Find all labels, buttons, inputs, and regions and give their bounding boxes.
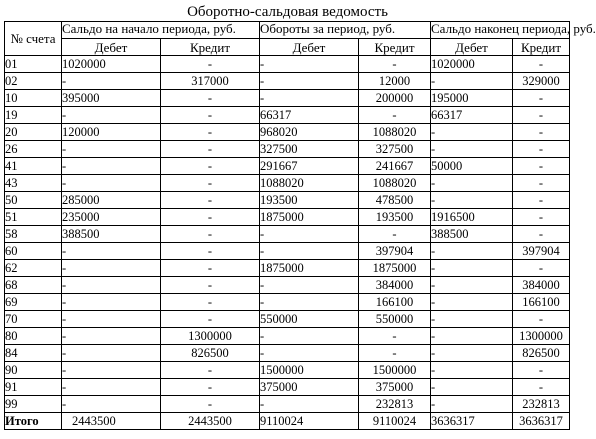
turnover-credit-cell: - [359, 328, 431, 345]
turnover-debit-cell: 1088020 [260, 175, 359, 192]
header-opening-credit: Кредит [161, 39, 260, 56]
turnover-credit-cell: 241667 [359, 158, 431, 175]
closing-debit-cell: - [431, 328, 513, 345]
opening-debit-cell: - [62, 243, 161, 260]
closing-debit-cell: - [431, 141, 513, 158]
total-label: Итого [5, 413, 62, 430]
closing-credit-cell: - [513, 107, 570, 124]
closing-debit-cell: - [431, 311, 513, 328]
closing-credit-cell: 166100 [513, 294, 570, 311]
closing-credit-cell: - [513, 209, 570, 226]
table-row [5, 311, 570, 328]
table-row [5, 226, 570, 243]
closing-debit-cell: 195000 [431, 90, 513, 107]
turnover-credit-cell: 1500000 [359, 362, 431, 379]
table-row [5, 158, 570, 175]
closing-debit-cell: - [431, 396, 513, 413]
header-row-groups [5, 22, 570, 39]
total-turnover-credit-cell: 9110024 [359, 413, 431, 430]
total-closing-debit-cell: 3636317 [431, 413, 513, 430]
turnover-debit-cell: - [260, 73, 359, 90]
opening-debit-cell: 120000 [62, 124, 161, 141]
closing-credit-cell: - [513, 124, 570, 141]
closing-credit-cell: - [513, 90, 570, 107]
opening-credit-cell: 826500 [161, 345, 260, 362]
closing-credit-cell: - [513, 175, 570, 192]
turnover-debit-cell: 1875000 [260, 209, 359, 226]
turnover-credit-cell: 166100 [359, 294, 431, 311]
account-cell: 01 [5, 56, 62, 73]
opening-credit-cell: - [161, 260, 260, 277]
turnover-credit-cell: 193500 [359, 209, 431, 226]
turnover-debit-cell: 1500000 [260, 362, 359, 379]
opening-debit-cell: - [62, 107, 161, 124]
table-row [5, 141, 570, 158]
opening-credit-cell: - [161, 209, 260, 226]
header-closing-debit: Дебет [431, 39, 513, 56]
header-row-subcolumns [5, 39, 570, 56]
opening-debit-cell: - [62, 396, 161, 413]
closing-debit-cell: 66317 [431, 107, 513, 124]
opening-debit-cell: - [62, 345, 161, 362]
turnover-credit-cell: - [359, 226, 431, 243]
opening-credit-cell: - [161, 141, 260, 158]
closing-credit-cell: - [513, 379, 570, 396]
closing-credit-cell: 397904 [513, 243, 570, 260]
header-opening-debit: Дебет [62, 39, 161, 56]
closing-credit-cell: - [513, 226, 570, 243]
turnover-debit-cell: - [260, 328, 359, 345]
closing-credit-cell: - [513, 158, 570, 175]
account-cell: 26 [5, 141, 62, 158]
turnover-debit-cell: - [260, 243, 359, 260]
opening-credit-cell: - [161, 107, 260, 124]
table-row [5, 396, 570, 413]
closing-debit-cell: - [431, 175, 513, 192]
opening-debit-cell: - [62, 141, 161, 158]
opening-debit-cell: 235000 [62, 209, 161, 226]
table-row [5, 379, 570, 396]
closing-debit-cell: 1020000 [431, 56, 513, 73]
closing-debit-cell: - [431, 260, 513, 277]
opening-credit-cell: - [161, 158, 260, 175]
turnover-debit-cell: - [260, 277, 359, 294]
table-row [5, 243, 570, 260]
turnover-debit-cell: 193500 [260, 192, 359, 209]
account-cell: 10 [5, 90, 62, 107]
header-turnover-credit: Кредит [359, 39, 431, 56]
opening-debit-cell: - [62, 362, 161, 379]
closing-credit-cell: 232813 [513, 396, 570, 413]
opening-debit-cell: - [62, 311, 161, 328]
total-closing-credit-cell: 3636317 [513, 413, 570, 430]
table-row [5, 260, 570, 277]
table-row [5, 209, 570, 226]
closing-credit-cell: 1300000 [513, 328, 570, 345]
turnover-credit-cell: 200000 [359, 90, 431, 107]
opening-credit-cell: - [161, 362, 260, 379]
turnover-credit-cell: 478500 [359, 192, 431, 209]
opening-debit-cell: 1020000 [62, 56, 161, 73]
opening-debit-cell: - [62, 277, 161, 294]
table-row [5, 175, 570, 192]
closing-credit-cell: 329000 [513, 73, 570, 90]
opening-debit-cell: - [62, 158, 161, 175]
account-cell: 20 [5, 124, 62, 141]
table-row [5, 73, 570, 90]
opening-debit-cell: - [62, 260, 161, 277]
header-account-number: № счета [5, 22, 62, 56]
closing-debit-cell: - [431, 345, 513, 362]
turnover-credit-cell: 375000 [359, 379, 431, 396]
account-cell: 60 [5, 243, 62, 260]
closing-debit-cell: - [431, 192, 513, 209]
table-row [5, 192, 570, 209]
closing-credit-cell: 826500 [513, 345, 570, 362]
turnover-credit-cell: 384000 [359, 277, 431, 294]
opening-credit-cell: - [161, 396, 260, 413]
turnover-credit-cell: 1088020 [359, 175, 431, 192]
opening-credit-cell: - [161, 294, 260, 311]
opening-credit-cell: - [161, 311, 260, 328]
turnover-credit-cell: 397904 [359, 243, 431, 260]
opening-debit-cell: 395000 [62, 90, 161, 107]
turnover-balance-table [4, 21, 596, 430]
opening-credit-cell: - [161, 56, 260, 73]
closing-credit-cell: - [513, 56, 570, 73]
account-cell: 69 [5, 294, 62, 311]
turnover-credit-cell: 12000 [359, 73, 431, 90]
turnover-debit-cell: - [260, 56, 359, 73]
closing-debit-cell: - [431, 362, 513, 379]
turnover-credit-cell: 327500 [359, 141, 431, 158]
document-title: Оборотно-сальдовая ведомость [187, 4, 388, 20]
closing-debit-cell: - [431, 124, 513, 141]
opening-credit-cell: - [161, 379, 260, 396]
closing-debit-cell: - [431, 379, 513, 396]
opening-credit-cell: 1300000 [161, 328, 260, 345]
table-row [5, 107, 570, 124]
table-row [5, 328, 570, 345]
turnover-debit-cell: - [260, 226, 359, 243]
turnover-credit-cell: 1875000 [359, 260, 431, 277]
account-cell: 99 [5, 396, 62, 413]
header-turnover-debit: Дебет [260, 39, 359, 56]
turnover-debit-cell: 550000 [260, 311, 359, 328]
turnover-debit-cell: - [260, 396, 359, 413]
closing-debit-cell: - [431, 294, 513, 311]
closing-credit-cell: - [513, 362, 570, 379]
turnover-debit-cell: 968020 [260, 124, 359, 141]
total-opening-credit-cell: 2443500 [161, 413, 260, 430]
turnover-debit-cell: - [260, 345, 359, 362]
account-cell: 50 [5, 192, 62, 209]
closing-credit-cell: - [513, 311, 570, 328]
turnover-debit-cell: 327500 [260, 141, 359, 158]
turnover-credit-cell: - [359, 345, 431, 362]
table-body [5, 56, 570, 430]
opening-debit-cell: 285000 [62, 192, 161, 209]
opening-credit-cell: - [161, 243, 260, 260]
closing-debit-cell: - [431, 277, 513, 294]
closing-credit-cell: - [513, 192, 570, 209]
header-opening-balance: Сальдо на начало периода, руб. [62, 22, 260, 39]
opening-debit-cell: - [62, 73, 161, 90]
closing-credit-cell: - [513, 260, 570, 277]
account-cell: 90 [5, 362, 62, 379]
turnover-debit-cell: - [260, 294, 359, 311]
opening-credit-cell: 317000 [161, 73, 260, 90]
opening-debit-cell: - [62, 379, 161, 396]
closing-credit-cell: 384000 [513, 277, 570, 294]
turnover-debit-cell: 66317 [260, 107, 359, 124]
header-closing-credit: Кредит [513, 39, 570, 56]
account-cell: 68 [5, 277, 62, 294]
turnover-debit-cell: 291667 [260, 158, 359, 175]
opening-debit-cell: - [62, 175, 161, 192]
turnover-credit-cell: - [359, 56, 431, 73]
opening-credit-cell: - [161, 90, 260, 107]
total-turnover-debit-cell: 9110024 [260, 413, 359, 430]
turnover-credit-cell: - [359, 107, 431, 124]
table-row [5, 124, 570, 141]
turnover-credit-cell: 1088020 [359, 124, 431, 141]
total-opening-debit-cell: 2443500 [62, 413, 161, 430]
opening-credit-cell: - [161, 124, 260, 141]
closing-debit-cell: 1916500 [431, 209, 513, 226]
closing-debit-cell: - [431, 73, 513, 90]
table-row [5, 294, 570, 311]
account-cell: 84 [5, 345, 62, 362]
account-cell: 41 [5, 158, 62, 175]
table-row [5, 362, 570, 379]
header-turnover: Обороты за период, руб. [260, 22, 431, 39]
turnover-debit-cell: - [260, 90, 359, 107]
opening-credit-cell: - [161, 192, 260, 209]
opening-credit-cell: - [161, 277, 260, 294]
opening-credit-cell: - [161, 175, 260, 192]
turnover-debit-cell: 1875000 [260, 260, 359, 277]
account-cell: 19 [5, 107, 62, 124]
header-closing-balance: Сальдо наконец периода, руб. [431, 22, 570, 39]
closing-debit-cell: 388500 [431, 226, 513, 243]
table-row [5, 90, 570, 107]
closing-debit-cell: - [431, 243, 513, 260]
turnover-credit-cell: 232813 [359, 396, 431, 413]
turnover-debit-cell: 375000 [260, 379, 359, 396]
opening-debit-cell: 388500 [62, 226, 161, 243]
table-row [5, 345, 570, 362]
closing-credit-cell: - [513, 141, 570, 158]
account-cell: 91 [5, 379, 62, 396]
account-cell: 70 [5, 311, 62, 328]
account-cell: 62 [5, 260, 62, 277]
opening-credit-cell: - [161, 226, 260, 243]
opening-debit-cell: - [62, 328, 161, 345]
table-row [5, 277, 570, 294]
account-cell: 58 [5, 226, 62, 243]
account-cell: 80 [5, 328, 62, 345]
account-cell: 43 [5, 175, 62, 192]
table-row [5, 56, 570, 73]
account-cell: 02 [5, 73, 62, 90]
account-cell: 51 [5, 209, 62, 226]
opening-debit-cell: - [62, 294, 161, 311]
closing-debit-cell: 50000 [431, 158, 513, 175]
turnover-credit-cell: 550000 [359, 311, 431, 328]
total-row [5, 413, 570, 430]
